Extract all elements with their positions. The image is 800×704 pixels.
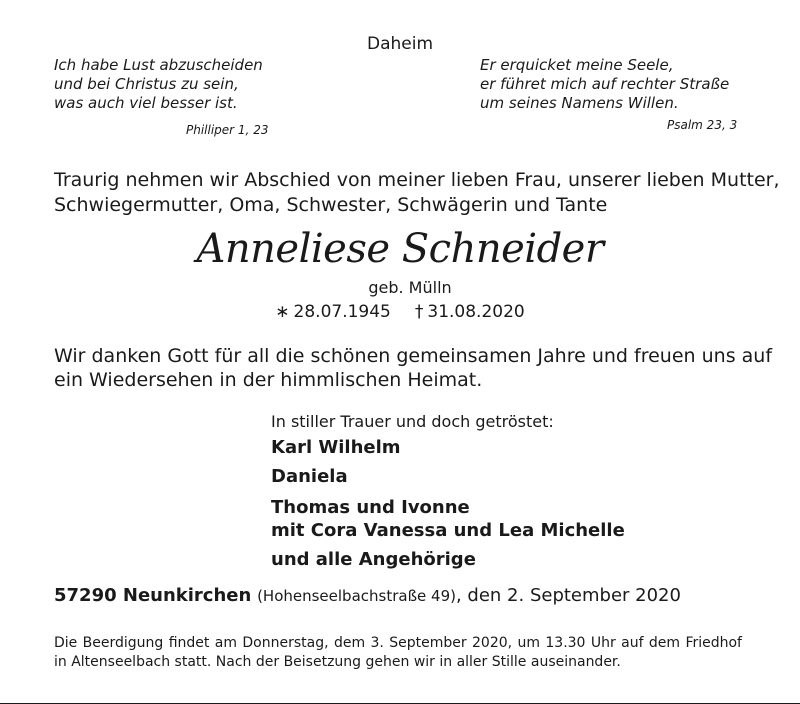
- birth-star-icon: ∗: [275, 302, 290, 322]
- death-cross-icon: †: [414, 302, 424, 322]
- thanks-line: ein Wiedersehen in der himmlischen Heimat.: [54, 369, 483, 391]
- maiden-name: geb. Mülln: [368, 278, 452, 297]
- verse-right-line: Er erquicket meine Seele,: [480, 56, 674, 74]
- verse-right-line: um seines Namens Willen.: [480, 94, 679, 112]
- mourners-list: [271, 436, 625, 571]
- verse-left: [54, 56, 263, 113]
- life-dates: [0, 302, 800, 322]
- deceased-name: Anneliese Schneider: [196, 226, 604, 272]
- verse-left-reference: Philliper 1, 23: [186, 123, 269, 137]
- intro-line: Schwiegermutter, Oma, Schwester, Schwägerin und Tante: [54, 194, 608, 216]
- street-address: (Hohenseelbachstraße 49): [257, 587, 456, 605]
- mourner-name: und alle Angehörige: [271, 549, 476, 570]
- mourner-name: Karl Wilhelm: [271, 437, 401, 458]
- mourner-name: Thomas und Ivonne: [271, 497, 470, 518]
- verse-right: [480, 56, 729, 113]
- birth-date: 28.07.1945: [293, 302, 391, 322]
- thanks-line: Wir danken Gott für all die schönen gemeinsamen Jahre und freuen uns auf: [54, 345, 773, 367]
- death-date: 31.08.2020: [427, 302, 525, 322]
- verse-right-line: er führet mich auf rechter Straße: [480, 75, 730, 93]
- verse-left-line: Ich habe Lust abzuscheiden: [54, 56, 263, 74]
- verse-left-line: was auch viel besser ist.: [54, 94, 238, 112]
- mourner-name: mit Cora Vanessa und Lea Michelle: [271, 520, 625, 541]
- city: 57290 Neunkirchen: [54, 585, 252, 606]
- verse-left-line: und bei Christus zu sein,: [54, 75, 239, 93]
- mourners-intro: In stiller Trauer und doch getröstet:: [271, 412, 554, 431]
- intro-text: [54, 168, 780, 218]
- verse-right-reference: Psalm 23, 3: [667, 118, 738, 132]
- place-date-line: [54, 585, 681, 606]
- place-date: , den 2. September 2020: [455, 585, 681, 606]
- mourner-name: Daniela: [271, 466, 348, 487]
- thanks-text: [54, 344, 772, 392]
- header-title: Daheim: [366, 34, 434, 54]
- intro-line: Traurig nehmen wir Abschied von meiner lieben Frau, unserer lieben Mutter,: [54, 169, 780, 191]
- funeral-notice: Die Beerdigung findet am Donnerstag, dem 3. September 2020, um 13.30 Uhr auf dem Friedhof in Altenseelbach statt. Nach der Beisetzung gehen wir in aller Stille auseinander.: [54, 635, 742, 670]
